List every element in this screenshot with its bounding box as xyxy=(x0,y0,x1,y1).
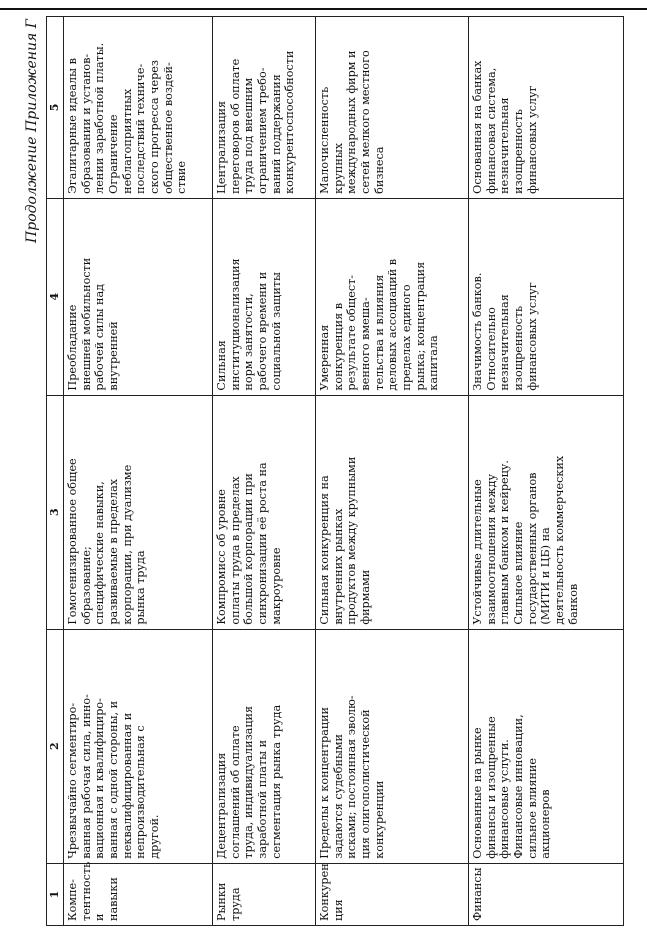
table-cell: Основанная на банках финансовая система, незначительная изощренность финансовых услуг xyxy=(469,17,624,199)
row-label: Финансы xyxy=(469,863,624,925)
table-cell: Гомогенизированное общее образование; специфические навыки, развиваемые в пределах корпорации, при дуализме рынка труда xyxy=(64,395,213,629)
table-cell: Чрезвычайно сегментиро- ванная рабочая сила, инно- вационная и квалифициро- ванная с одной стороны, и неквалифицированная и непроизводительная с другой. xyxy=(64,629,213,863)
top-rule xyxy=(0,8,647,10)
row-label: Конкурен ция xyxy=(316,863,469,925)
table-cell: Преобладание внешней мобильности рабочей силы над внутренней xyxy=(64,198,213,395)
table-cell: Сильная институционализация норм занятости, рабочего времени и социальной защиты xyxy=(213,198,316,395)
header-cell-2: 2 xyxy=(47,629,64,863)
table-cell: Компромисс об уровне оплаты труда в пределах большой корпорации при синхронизации её роста на макроуровне xyxy=(213,395,316,629)
table-row xyxy=(316,17,469,926)
table-cell: Сильная конкуренция на внутренних рынках продуктов между крупными фирмами xyxy=(316,395,469,629)
table-cell: Эгалитарные идеалы в образовании и установ- лении заработной платы. Ограничение неблагоприятных последствий техниче- ского прогресса через общественное воздей- ствие xyxy=(64,17,213,199)
table-cell: Малочисленность крупных международных фирм и сетей мелкого местного бизнеса xyxy=(316,17,469,199)
header-row xyxy=(47,17,64,926)
table-cell: Устойчивые длительные взаимоотношения между главным банком и кейрецу. Сильное влияние государственных органов (МИТИ и ЦБ) на деятельность коммерческих банков xyxy=(469,395,624,629)
table-row xyxy=(64,17,213,926)
header-cell-5: 5 xyxy=(47,17,64,199)
table-row xyxy=(469,17,624,926)
table-cell: Значимость банков. Относительно незначительная изощренность финансовых услуг xyxy=(469,198,624,395)
comparison-table xyxy=(46,16,624,926)
row-label: Компе- тентность и навыки xyxy=(64,863,213,925)
header-cell-4: 4 xyxy=(47,198,64,395)
rotated-table-area xyxy=(22,15,630,926)
table-cell: Основанные на рынке финансы и изощренные финансовые услуги. Финансовые инновации, сильное влияние акционеров xyxy=(469,629,624,863)
header-cell-3: 3 xyxy=(47,395,64,629)
table-cell: Пределы к концентрации задаются судебными исками; постоянная эволю- ция олигополистической конкуренции xyxy=(316,629,469,863)
table-cell: Децентрализация соглашений об оплате труда, индивидуализация заработной платы и сегментация рынка труда xyxy=(213,629,316,863)
table-cell: Централизация переговоров об оплате труда под внешним ограничением требо- ваний поддержания конкурентоспособности xyxy=(213,17,316,199)
header-cell-1: 1 xyxy=(47,863,64,925)
row-label: Рынки труда xyxy=(213,863,316,925)
table-row xyxy=(213,17,316,926)
table-cell: Умеренная конкуренция в результате общест- венного вмеша- тельства и влияния деловых ассоциаций в пределах единого рынка; концентрация капитала xyxy=(316,198,469,395)
table-caption: Продолжение Приложения Г xyxy=(24,19,40,243)
